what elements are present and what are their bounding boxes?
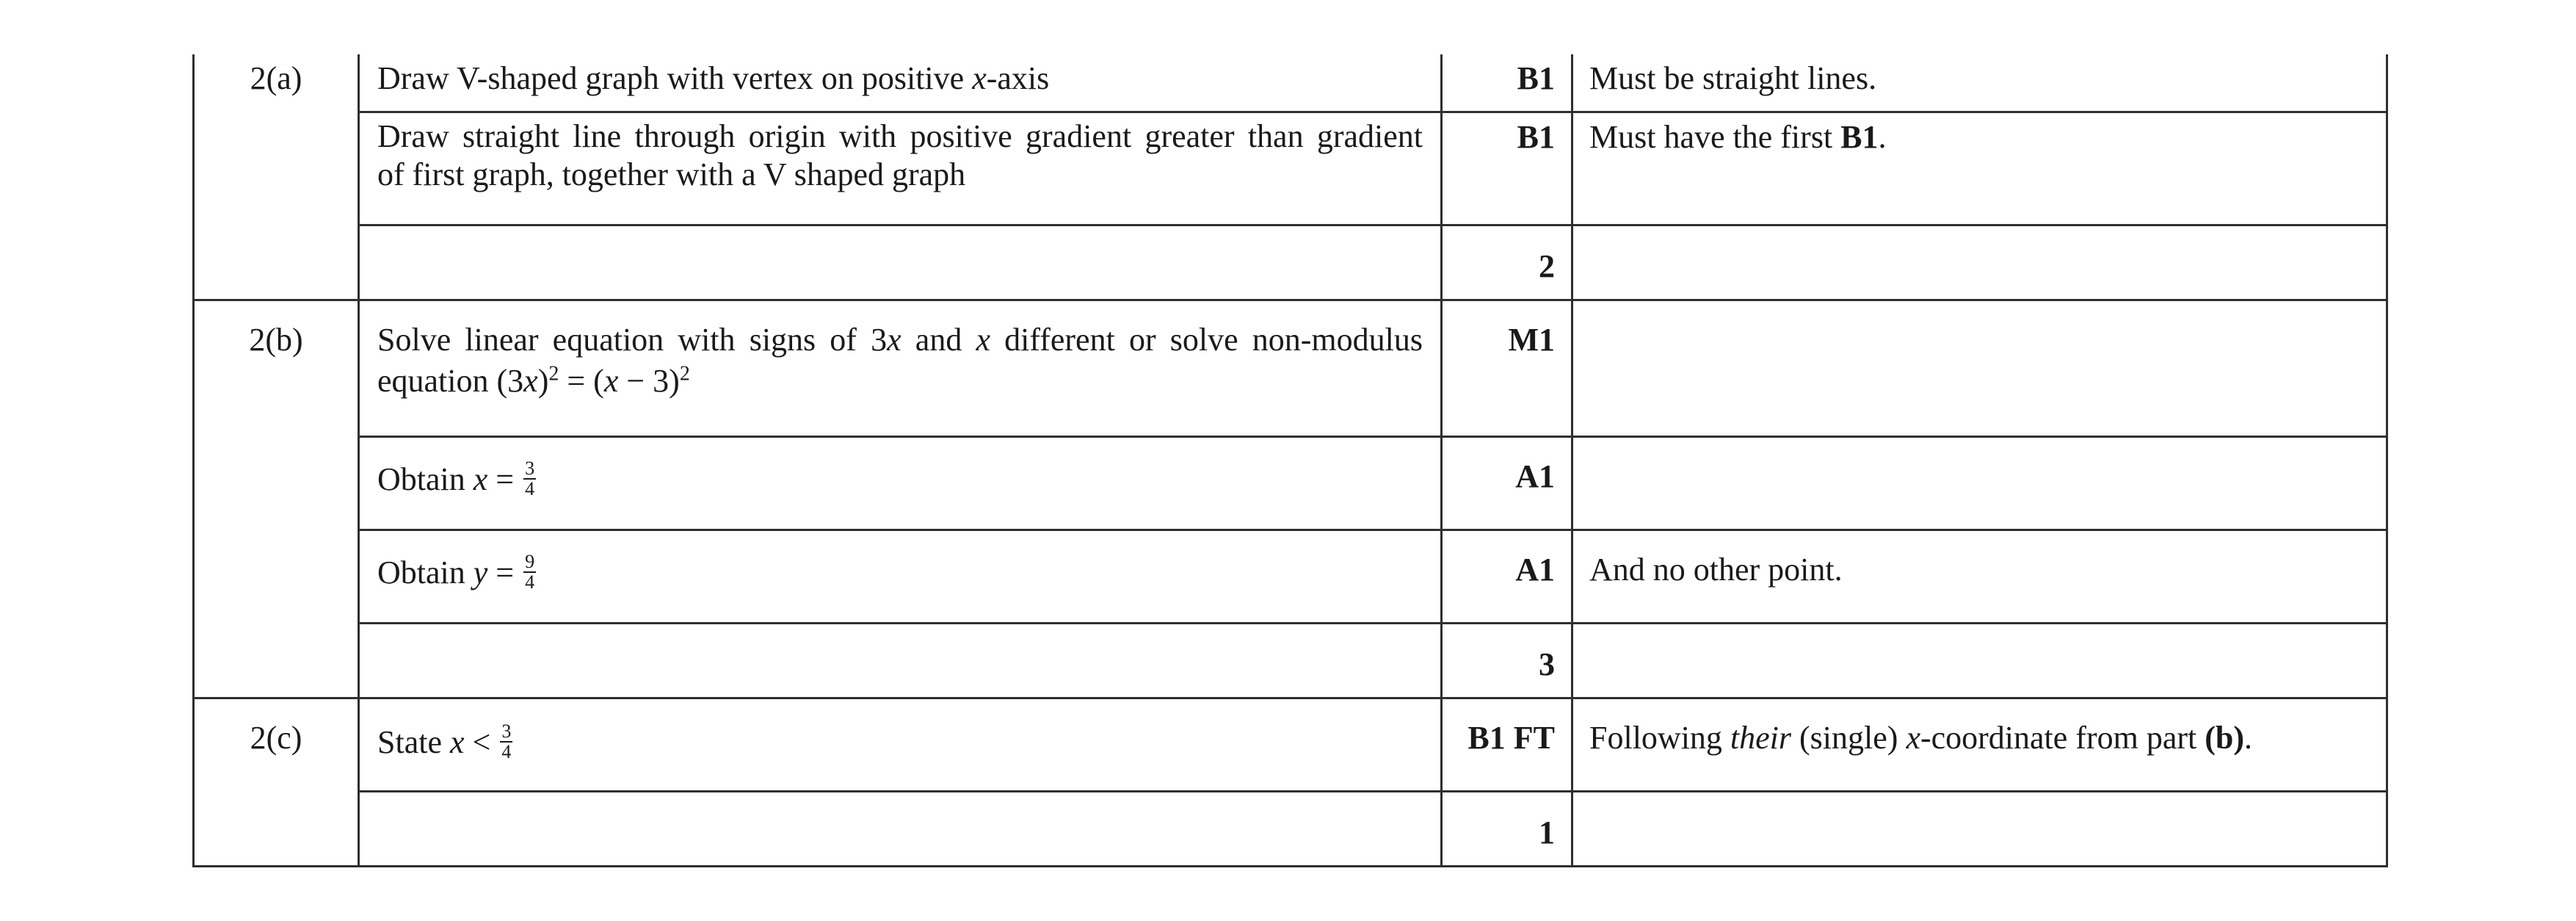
- answer-cell: Obtain y = $\frac{9}{4}$: [359, 530, 1442, 623]
- guidance-cell: [1572, 300, 2387, 436]
- guidance-text: Must be straight lines.: [1589, 60, 1877, 96]
- table-row: [194, 225, 2387, 300]
- total-mark: 1: [1539, 814, 1555, 850]
- guidance-cell: [1572, 54, 2387, 112]
- mark-cell: [1442, 530, 1572, 623]
- question-number: 2(c): [250, 719, 302, 756]
- guidance-bold: B1: [1840, 118, 1879, 155]
- total-mark-cell: [1442, 225, 1572, 300]
- mark-cell: [1442, 112, 1572, 225]
- total-mark: 2: [1539, 248, 1555, 284]
- mark-code: A1: [1515, 551, 1555, 588]
- answer-cell: [359, 225, 1442, 300]
- answer-cell: [359, 791, 1442, 866]
- question-number: 2(a): [250, 60, 302, 96]
- answer-cell: State x < $\frac{3}{4}$: [359, 698, 1442, 791]
- guidance-cell: [1572, 791, 2387, 866]
- table-row: [194, 112, 2387, 225]
- table-row: [194, 436, 2387, 530]
- guidance-cell: [1572, 530, 2387, 623]
- mark-code: B1: [1517, 118, 1555, 155]
- mark-scheme-table: [192, 54, 2388, 867]
- guidance-cell: [1572, 623, 2387, 698]
- guidance-text: And no other point.: [1589, 551, 1843, 588]
- fraction: $\frac{3}{4}$: [525, 458, 535, 500]
- table-row: [194, 530, 2387, 623]
- answer-cell: Obtain x = $\frac{3}{4}$: [359, 436, 1442, 530]
- answer-text: of first graph, together with a V shaped graph: [377, 156, 966, 192]
- mark-cell: [1442, 54, 1572, 112]
- guidance-text: Must have the first: [1589, 118, 1841, 155]
- guidance-cell: Following their (single) x-coordinate from part (b).: [1572, 698, 2387, 791]
- table-row: [194, 300, 2387, 436]
- table-row: [194, 54, 2387, 112]
- guidance-cell: [1572, 436, 2387, 530]
- mark-cell: [1442, 436, 1572, 530]
- answer-text: -axis: [986, 60, 1050, 96]
- mark-code: A1: [1515, 458, 1555, 494]
- mark-code: M1: [1508, 321, 1555, 358]
- table-row: [194, 698, 2387, 791]
- answer-cell: [359, 112, 1442, 225]
- answer-text: Draw V-shaped graph with vertex on positive: [377, 60, 973, 96]
- answer-text: Solve linear equation with signs of 3x and x different or solve non-modulus: [377, 321, 1423, 358]
- equation-line: equation $(3x)^2 = (x - 3)^2$: [377, 361, 690, 399]
- question-number-cell: [194, 300, 359, 698]
- table-row: [194, 791, 2387, 866]
- fraction: $\frac{9}{4}$: [525, 551, 535, 593]
- table-row: [194, 623, 2387, 698]
- total-mark-cell: [1442, 791, 1572, 866]
- fraction: $\frac{3}{4}$: [501, 720, 512, 763]
- mark-cell: [1442, 300, 1572, 436]
- mark-cell: [1442, 698, 1572, 791]
- answer-cell: [359, 300, 1442, 436]
- question-number: 2(b): [249, 321, 303, 358]
- mark-code: B1: [1517, 60, 1555, 96]
- guidance-text: .: [1878, 118, 1887, 155]
- total-mark-cell: [1442, 623, 1572, 698]
- guidance-cell: [1572, 225, 2387, 300]
- mark-code: B1 FT: [1467, 719, 1555, 756]
- answer-text: Draw straight line through origin with positive gradient greater than gradient: [377, 118, 1423, 154]
- question-number-cell: [194, 54, 359, 300]
- answer-variable: x: [972, 60, 987, 96]
- guidance-cell: [1572, 112, 2387, 225]
- answer-cell: [359, 54, 1442, 112]
- question-number-cell: [194, 698, 359, 866]
- answer-cell: [359, 623, 1442, 698]
- total-mark: 3: [1539, 646, 1555, 682]
